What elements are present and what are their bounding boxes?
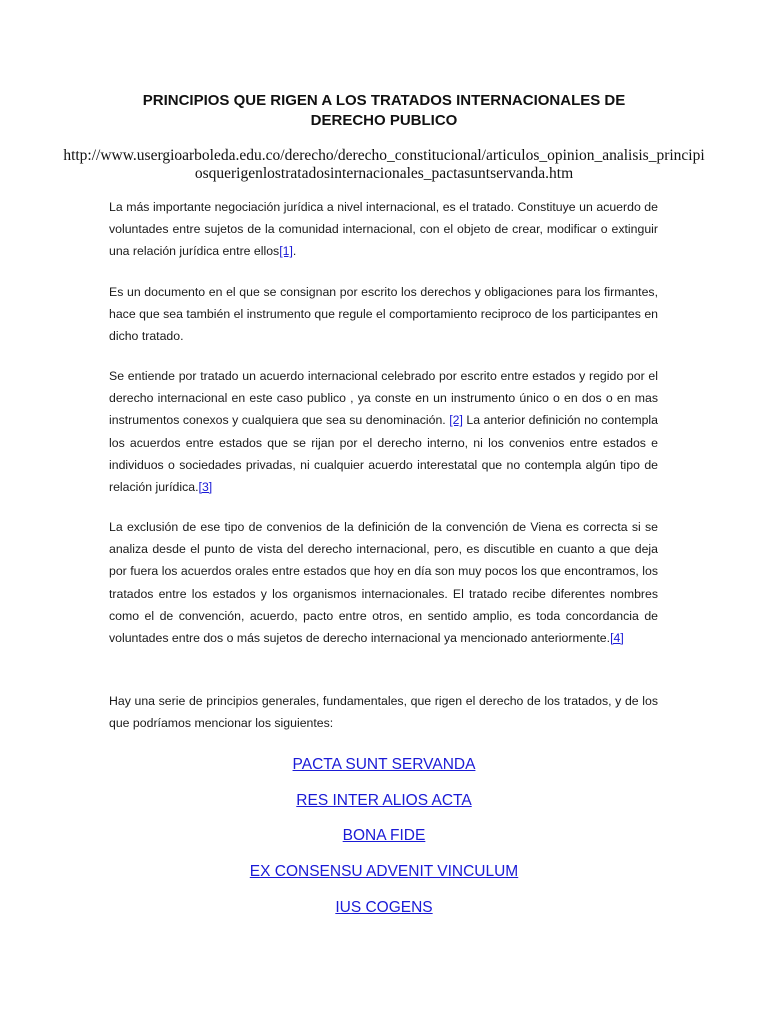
paragraph-4 [109, 516, 658, 649]
paragraph-2 [109, 281, 658, 348]
principle-item [0, 862, 768, 882]
principle-link-ius-cogens[interactable]: IUS COGENS [335, 899, 433, 916]
paragraph-5 [109, 690, 658, 734]
principle-link-pacta-sunt-servanda[interactable]: PACTA SUNT SERVANDA [292, 756, 476, 773]
principle-item [0, 826, 768, 846]
paragraph-3-text: Se entiende por tratado un acuerdo internacional celebrado por escrito entre estados y regido por el derecho internacional en este caso publico , ya conste en un instrumento único o en dos o en mas instrumentos conexos y cualquiera que sea su denominación. [109, 369, 658, 428]
paragraph-2-text: Es un documento en el que se consignan por escrito los derechos y obligaciones para los firmantes, hace que sea también el instrumento que regule el comportamiento reciproco de los participantes en dicho tratado. [109, 285, 658, 344]
footnote-ref-4[interactable]: [4] [610, 631, 624, 646]
page-title [0, 91, 768, 131]
paragraph-1-text: La más importante negociación jurídica a nivel internacional, es el tratado. Constituye un acuerdo de voluntades entre sujetos de la comunidad internacional, con el objeto de crear, modificar o extinguir una relación jurídica entre ellos [109, 200, 658, 259]
principle-item [0, 755, 768, 775]
principle-link-bona-fide[interactable]: BONA FIDE [342, 827, 426, 844]
principle-link-ex-consensu-advenit-vinculum[interactable]: EX CONSENSU ADVENIT VINCULUM [249, 863, 519, 880]
paragraph-3-text-continued: La anterior definición no contempla los acuerdos entre estados que se rijan por el derecho interno, ni los convenios entre estados e individuos o sociedades privadas, ni cualquier acuerdo interestatal que no contempla algún tipo de relación jurídica. [109, 413, 659, 495]
principle-item [0, 898, 768, 918]
title-line-1: PRINCIPIOS QUE RIGEN A LOS TRATADOS INTERNACIONALES DE [142, 92, 626, 109]
paragraph-4-text: La exclusión de ese tipo de convenios de la definición de la convención de Viena es correcta si se analiza desde el punto de vista del derecho internacional, pero, es discutible en cuanto a que deja por fuera los acuerdos orales entre estados que hoy en día son muy pocos los que encontramos, los tratados entre los estados y los organismos internacionales. El tratado recibe diferentes nombres como el de convención, acuerdo, pacto entre otros, en sentido amplio, es toda concordancia de voluntades entre dos o más sujetos de derecho internacional ya mencionado anteriormente. [109, 520, 658, 646]
paragraph-5-text: Hay una serie de principios generales, fundamentales, que rigen el derecho de los tratados, y de los que podríamos mencionar los siguientes: [109, 694, 658, 731]
principle-item [0, 791, 768, 811]
title-line-2: DERECHO PUBLICO [310, 112, 458, 129]
paragraph-1 [109, 196, 658, 263]
principle-link-res-inter-alios-acta[interactable]: RES INTER ALIOS ACTA [296, 792, 472, 809]
footnote-ref-1[interactable]: [1] [279, 244, 293, 259]
source-url: http://www.usergioarboleda.edu.co/derecho/derecho_constitucional/articulos_opinion_analisis_principiosquerigenlostratadosinternacionales_pactasuntservanda.htm [63, 147, 705, 182]
paragraph-3 [109, 365, 658, 498]
paragraph-1-tail: . [292, 244, 297, 259]
footnote-ref-2[interactable]: [2] [449, 413, 463, 428]
footnote-ref-3[interactable]: [3] [198, 480, 213, 495]
